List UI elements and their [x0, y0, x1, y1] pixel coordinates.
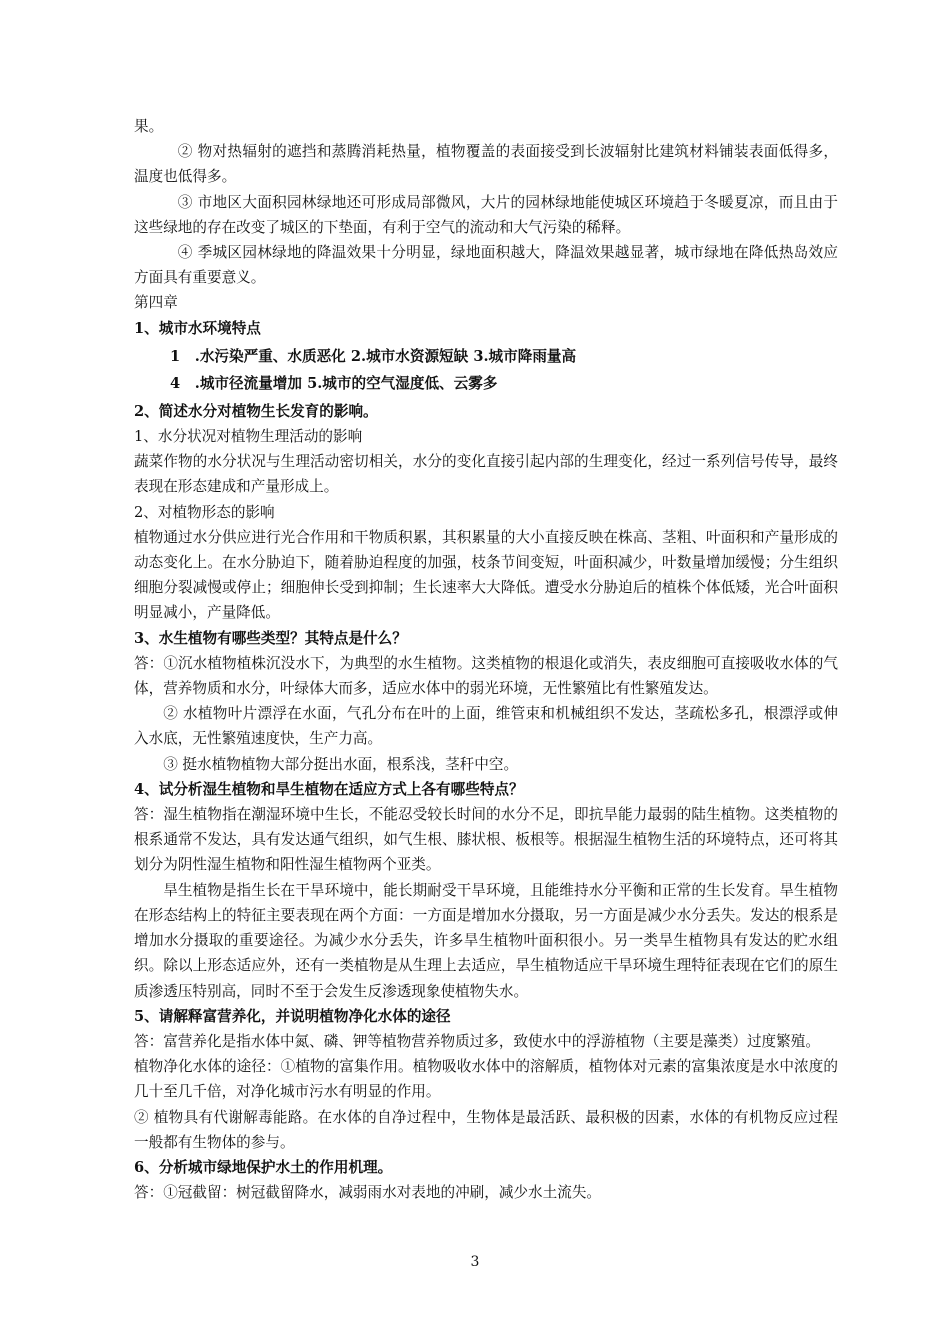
question-4-heading: 4、试分析湿生植物和旱生植物在适应方式上各有哪些特点？ [134, 780, 524, 798]
question-6-answer-1: 答：①冠截留：树冠截留降水，减弱雨水对表地的冲刷，减少水土流失。 [134, 1184, 602, 1202]
paragraph-continuation: 果。 [134, 118, 164, 135]
list-item: 1 .水污染严重、水质恶化 2.城市水资源短缺 3.城市降雨量高 [170, 347, 577, 365]
question-3-answer-3: ③ 挺水植物植物大部分挺出水面，根系浅，茎秆中空。 [163, 755, 519, 773]
paragraph-point-4: ④ 季城区园林绿地的降温效果十分明显，绿地面积越大，降温效果越显著，城市绿地在降低热岛效应方面具有重要意义。 [134, 244, 838, 287]
document-body [134, 114, 838, 1205]
question-5-answer-1: 答：富营养化是指水体中氮、磷、钾等植物营养物质过多，致使水中的浮游植物（主要是藻类）过度繁殖。 [134, 1032, 820, 1050]
question-5-answer-3: ② 植物具有代谢解毒能路。在水体的自净过程中，生物体是最活跃、最积极的因素，水体的有机物反应过程一般都有生物体的参与。 [134, 1108, 838, 1151]
question-2-text-1: 蔬菜作物的水分状况与生理活动密切相关，水分的变化直接引起内部的生理变化，经过一系列信号传导，最终表现在形态建成和产量形成上。 [134, 453, 838, 496]
page-number: 3 [470, 1254, 480, 1270]
chapter-heading: 第四章 [134, 294, 178, 312]
list-item: 4 .城市径流量增加 5.城市的空气湿度低、云雾多 [170, 374, 498, 392]
paragraph-point-2: ② 物对热辐射的遮挡和蒸腾消耗热量，植物覆盖的表面接受到长波辐射比建筑材料铺装表面低得多，温度也低得多。 [134, 143, 838, 186]
question-2-heading: 2、简述水分对植物生长发育的影响。 [134, 402, 378, 420]
question-4-answer-2: 旱生植物是指生长在干旱环境中，能长期耐受干旱环境，且能维持水分平衡和正常的生长发育。旱生植物在形态结构上的特征主要表现在两个方面：一方面是增加水分摄取，另一方面是减少水分丢失。发达的根系是增加水分摄取的重要途径。为减少水分丢失，许多旱生植物叶面积很小。另一类旱生植物具有发达的贮水组织。除以上形态适应外，还有一类植物是从生理上去适应，旱生植物适应干旱环境生理特征表现在它们的原生质渗透压特别高，同时不至于会发生反渗透现象使植物失水。 [134, 881, 838, 1000]
question-2-subheading-1: 1、水分状况对植物生理活动的影响 [134, 428, 363, 446]
question-1-heading: 1、城市水环境特点 [134, 319, 261, 337]
question-3-answer-1: 答：①沉水植物植株沉没水下，为典型的水生植物。这类植物的根退化或消失，表皮细胞可直接吸收水体的气体，营养物质和水分，叶绿体大而多，适应水体中的弱光环境，无性繁殖比有性繁殖发达。 [134, 654, 838, 698]
question-3-heading: 3、水生植物有哪些类型？其特点是什么？ [134, 629, 407, 647]
question-4-answer-1: 答：湿生植物指在潮湿环境中生长，不能忍受较长时间的水分不足，即抗旱能力最弱的陆生植物。这类植物的根系通常不发达，具有发达通气组织，如气生根、膝状根、板根等。根据湿生植物生活的环境特点，还可将其划分为阴性湿生植物和阳性湿生植物两个亚类。 [134, 806, 838, 874]
question-2-subheading-2: 2、对植物形态的影响 [134, 503, 275, 521]
question-1-list [134, 343, 838, 397]
question-6-heading: 6、分析城市绿地保护水土的作用机理。 [134, 1158, 393, 1176]
question-2-text-2: 植物通过水分供应进行光合作用和干物质积累，其积累量的大小直接反映在株高、茎粗、叶面积和产量形成的动态变化上。在水分胁迫下，随着胁迫程度的加强，枝条节间变短，叶面积减少，叶数量增加缓慢；分生组织细胞分裂减慢或停止；细胞伸长受到抑制；生长速率大大降低。遭受水分胁迫后的植株个体低矮，光合叶面积明显减小，产量降低。 [134, 528, 838, 622]
question-5-answer-2: 植物净化水体的途径：①植物的富集作用。植物吸收水体中的溶解质，植物体对元素的富集浓度是水中浓度的几十至几千倍，对净化城市污水有明显的作用。 [134, 1058, 838, 1101]
question-5-heading: 5、请解释富营养化，并说明植物净化水体的途径 [134, 1007, 451, 1025]
question-3-answer-2: ② 水植物叶片漂浮在水面，气孔分布在叶的上面，维管束和机械组织不发达，茎疏松多孔，根漂浮或伸入水底，无性繁殖速度快，生产力高。 [134, 705, 838, 748]
paragraph-point-3: ③ 市地区大面积园林绿地还可形成局部微风，大片的园林绿地能使城区环境趋于冬暖夏凉，而且由于这些绿地的存在改变了城区的下垫面，有利于空气的流动和大气污染的稀释。 [134, 193, 838, 236]
